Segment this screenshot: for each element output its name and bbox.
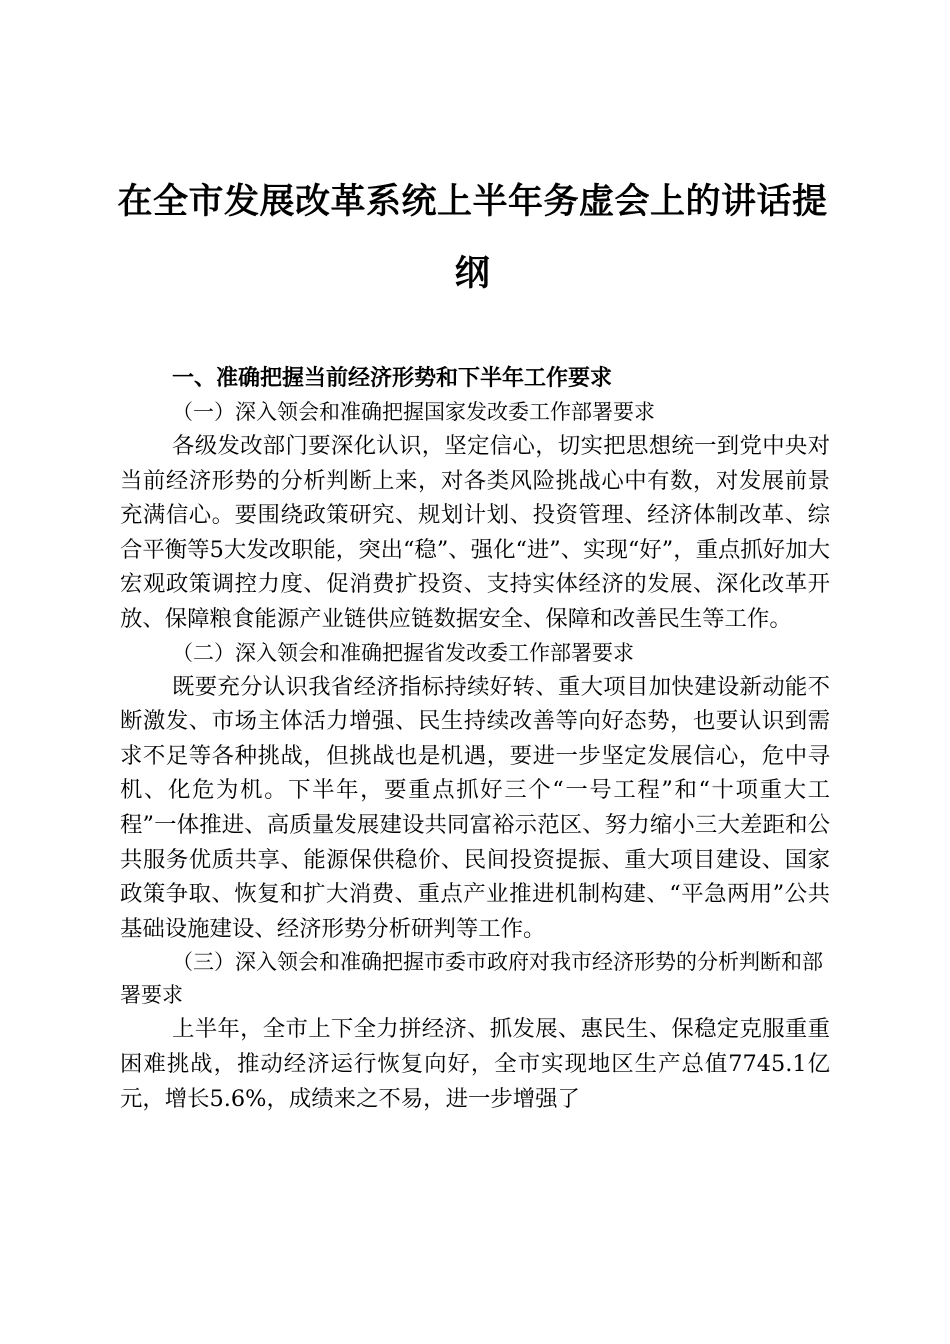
document-title: 在全市发展改革系统上半年务虚会上的讲话提纲 — [117, 182, 828, 294]
paragraph-1: 各级发改部门要深化认识，坚定信心，切实把思想统一到党中央对当前经济形势的分析判断上来，对各类风险挑战心中有数，对发展前景充满信心。要围绕政策研究、规划计划、投资管理、经济体制改革、综合平衡等5大发改职能，突出“稳”、强化“进”、实现“好”，重点抓好加大宏观政策调控力度、促消费扩投资、支持实体经济的发展、深化改革开放、保障粮食能源产业链供应链数据安全、保障和改善民生等工作。 — [120, 433, 830, 632]
document-body — [120, 362, 830, 1116]
paragraph-3: 上半年，全市上下全力拼经济、抓发展、惠民生、保稳定克服重重困难挑战，推动经济运行恢复向好，全市实现地区生产总值7745.1亿元，增长5.6%，成绩来之不易，进一步增强了 — [120, 1016, 830, 1112]
subsection-heading-1: （一）深入领会和准确把握国家发改委工作部署要求 — [172, 400, 655, 424]
subsection-heading-3: （三）深入领会和准确把握市委市政府对我市经济形势的分析判断和部署要求 — [120, 950, 823, 1008]
section-heading: 一、准确把握当前经济形势和下半年工作要求 — [172, 366, 613, 391]
subsection-heading-2: （二）深入领会和准确把握省发改委工作部署要求 — [172, 640, 634, 665]
paragraph-2: 既要充分认识我省经济指标持续好转、重大项目加快建设新动能不断激发、市场主体活力增强、民生持续改善等向好态势，也要认识到需求不足等各种挑战，但挑战也是机遇，要进一步坚定发展信心，危中寻机、化危为机。下半年，要重点抓好三个“一号工程”和“十项重大工程”一体推进、高质量发展建设共同富裕示范区、努力缩小三大差距和公共服务优质共享、能源保供稳价、民间投资提振、重大项目建设、国家政策争取、恢复和扩大消费、重点产业推进机制构建、“平急两用”公共基础设施建设、经济形势分析研判等工作。 — [120, 673, 830, 942]
